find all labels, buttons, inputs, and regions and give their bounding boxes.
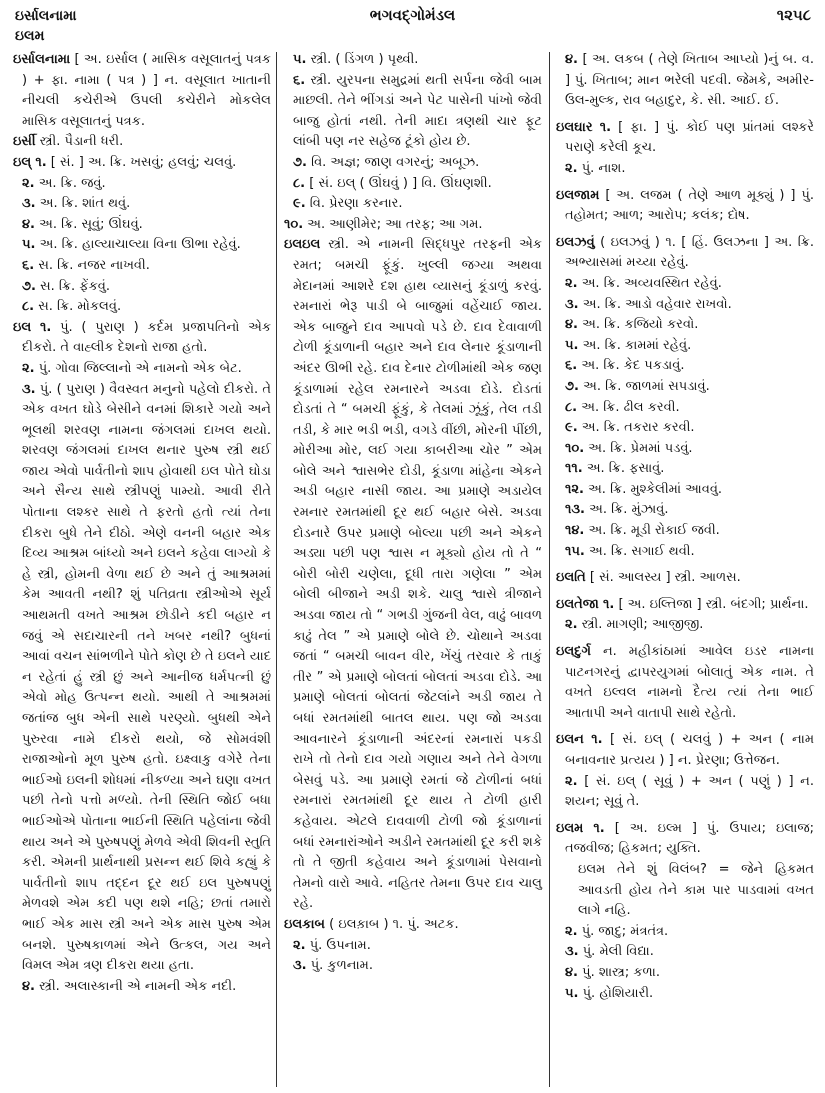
sense-number: ૫. — [565, 985, 579, 1001]
definition-text: અ. ક્રિ. શાંત થવું. — [39, 196, 131, 212]
column-divider — [549, 52, 550, 1087]
sense-item — [556, 315, 814, 336]
sense-item — [556, 984, 814, 1005]
guide-word-first: ઇર્સાલનામા — [15, 8, 77, 24]
definition-text: અ. ક્રિ. ફસાવું. — [586, 461, 665, 477]
guide-word-last: ઇલમ — [15, 28, 45, 44]
sense-number: ૩. — [565, 944, 579, 960]
definition-text: પું. ( પુરાણ ) કર્દમ પ્રજાપતિનો એક દીકરો. તે વાહ્લીક દેશનો રાજા હતો. — [22, 319, 272, 356]
sense-number: ૫. — [565, 337, 579, 353]
definition-text: અ. ક્રિ. સગાઈ થવી. — [589, 543, 695, 559]
headword: ઇલતિ — [556, 570, 586, 586]
definition-text: અ. ક્રિ. તકરાર કરવી. — [581, 420, 695, 436]
definition-text: અ. આણીમેર; આ તરફ; આ ગમ. — [307, 216, 483, 232]
definition-text: પું. શાસ્ત્ર; કળા. — [582, 964, 661, 980]
sense-number: ૧. — [35, 154, 47, 170]
definition-text: સ. ક્રિ. ફેંકવું. — [40, 278, 110, 294]
sense-number: ૬. — [293, 72, 306, 88]
definition-text: પું. ( પુરાણ ) વૈવસ્વત મનુનો પહેલો દીકરો. તે એક વખત ઘોડે બેસીને વનમાં શિકારે ગયો અને ભૂલથી શરવણ નામના જંગલમાં દાખલ થયો. શરવણ જંગલમાં દાખલ થનાર પુરુષ સ્ત્રી થઈ જાય એવો પાર્વતીનો શાપ હોવાથી ઇલ પોતે ઘોડા અને સૈન્ય સાથે સ્ત્રીપણું પામ્યો. આવી રીતે પોતાના લશ્કર સાથે તે ફરતો હતો ત્યાં તેના દીકરા બુધે તેને દીઠો. એણે વનની બહાર એક દિવ્ય આશ્રમ બાંધ્યો અને ઇલને કહેવા લાગ્યો કે હે સ્ત્રી, હોમની વેળા થઈ છે અને તું આશ્રમમાં કેમ આવતી નથી? શું પતિવ્રતા સ્ત્રીઓએ સૂર્ય આથમતી વખતે આશ્રમ છોડીને કદી બહાર ન જવું એ સદાચારની તને ખબર નથી? બુધનાં આવાં વચન સાંભળીને પોતે કોણ છે તે ઇલને યાદ ન રહેતાં હું સ્ત્રી છું અને આનીજ ધર્મપત્ની છું એવો મોહ ઉત્પન્ન થયો. આથી તે આશ્રમમાં જતાંજ બુધ એની સાથે પરણ્યો. બુધથી એને પુરુરવા નામે દીકરો થયો, જે સોમવંશી રાજાઓનો મૂળ પુરુષ હતો. ઇક્ષ્વાકુ વગેરે તેના ભાઈઓ ઇલની શોધમાં નીકળ્યા અને ઘણા વખત પછી તેનો પત્તો મળ્યો. તેની સ્થિતિ જોઈ બધા ભાઈઓએ પોતાના ભાઈની સ્થિતિ પહેલાંના જેવી થાય અને એ પુરુષપણું મેળવે એવી શિવની સ્તુતિ કરી. એમની પ્રાર્થનાથી પ્રસન્ન થઈ શિવે કહ્યું કે પાર્વતીનો શાપ તદ્દન દૂર થઈ ઇલ પુરુષપણું મેળવશે એમ કદી પણ થશે નહિ; છતાં તમારો ભાઈ એક માસ સ્ત્રી અને એક માસ પુરુષ એમ બનશે. પુરુષકાળમાં એને ઉત્કલ, ગય અને વિમલ એમ ત્રણ દીકરા થયા હતા. — [22, 381, 271, 974]
sense-number: ૯. — [293, 196, 306, 212]
definition-text: અ. ક્રિ. કામમાં રહેવું. — [582, 337, 692, 353]
sense-item — [13, 297, 271, 318]
sense-item — [284, 174, 542, 195]
sense-item — [284, 153, 542, 174]
definition-text: અ. ક્રિ. કજિયો કરવો. — [582, 317, 699, 333]
definition-text: સ્ત્રી. યુરપના સમુદ્રમાં થતી સર્પના જેવી બામ માછલી. તેને ભીંગડાં અને પેટ પાસેની પાંખો જેવી બાજુ હોતાં નથી. તેની માદા ત્રણથી ચાર ફૂટ લાંબી પણ નર સહેજ ટૂંકો હોય છે. — [293, 72, 542, 150]
definition-text: સ્ત્રી. પૈડાની ધરી. — [39, 134, 124, 150]
sense-number: ૫. — [293, 52, 307, 67]
dictionary-entry — [13, 132, 271, 153]
definition-text: અ. ક્રિ. આડો વહેવાર રાખવો. — [582, 296, 732, 312]
dictionary-entry — [13, 318, 271, 359]
sense-number: ૪. — [565, 317, 578, 333]
definition-text: ( ઇલક઼ાબ ) ૧. પું. અટક. — [329, 916, 459, 932]
headword: ઇલઇલ — [284, 237, 321, 253]
definition-text: અ. ક્રિ. હાલ્યાચાલ્યા વિના ઊભા રહેવું. — [39, 237, 241, 253]
dictionary-entry — [284, 915, 542, 936]
sense-item — [556, 295, 814, 316]
definition-text: સ. ક્રિ. નજર નાખવી. — [38, 257, 150, 273]
sense-item — [556, 418, 814, 439]
definition-text: ન. મહીકાંઠામાં આવેલ ઇડર નામના પાટનગરનું દ્વાપરયુગમાં બોલાતું એક નામ. તે વખતે ઇલ્વલ નામનો દૈત્ય ત્યાં તેના ભાઈ આતાપી અને વાતાપી સાથે રહેતો. — [565, 644, 815, 721]
page-number: ૧૨૫૮ — [776, 6, 811, 24]
headword: ઇલજામ — [556, 187, 600, 203]
sense-item — [13, 256, 271, 277]
sense-item — [556, 942, 814, 963]
sense-item — [556, 772, 814, 813]
sense-item — [13, 977, 271, 998]
sense-number: ૨. — [565, 773, 578, 789]
definition-text: [ અ. લજમ ( તેણે આળ મૂક્યું ) ] પું. તહોમત; આળ; આરોપ; કલંક; દોષ. — [565, 187, 814, 224]
headword: ઇલન — [556, 732, 584, 748]
dictionary-entry — [13, 153, 271, 174]
definition-text: [ ફા. ] પું. કોઈ પણ પ્રાંતમાં લશ્કરે પરાણે કરેલી કૂચ. — [565, 119, 815, 156]
sense-number: ૧. — [591, 732, 603, 748]
sense-number: ૮. — [293, 175, 306, 191]
column-middle — [284, 50, 542, 1085]
headword: ઇલકાબ — [284, 916, 325, 932]
dictionary-entry — [556, 186, 814, 227]
sense-number: ૧૧. — [565, 461, 583, 477]
definition-text: અ. ક્રિ. ઢીલ કરવી. — [581, 399, 680, 415]
definition-text: [ સં. ઇલ્ ( સૂવું ) + અન ( પણું ) ] ન. શયન; સૂવું તે. — [565, 773, 814, 810]
sense-number: ૬. — [22, 257, 35, 273]
headword: ઇલ — [13, 319, 32, 335]
definition-text: પું. કુળનામ. — [310, 958, 373, 974]
column-divider — [276, 52, 277, 1087]
sense-number: ૩. — [565, 296, 579, 312]
definition-text: પું. ઉપનામ. — [309, 937, 371, 953]
sense-item — [556, 274, 814, 295]
definition-text: [ અ. ઇલ્મ ] પું. ઉપાય; ઇલાજ; તજવીજ; હિકમત; યુક્તિ. — [565, 820, 814, 857]
definition-text: વિ. અજ્ઞ; જાણ વગરનું; અબૂઝ. — [311, 154, 480, 170]
definition-text: પું. ગોવા જિલ્લાનો એ નામનો એક બેટ. — [38, 360, 242, 376]
sense-number: ૨. — [565, 617, 578, 633]
sense-number: ૨. — [293, 937, 306, 953]
definition-text: [ અ. ઇર્સાલ ( માસિક વસૂલાતનું પત્રક ) + ફા. નામા ( પત્ર ) ] ન. વસૂલાત ખાતાની નીચલી કચેરીએ ઉપલી કચેરીને મોકલેલ માસિક વસૂલાતનું પત્રક. — [22, 52, 271, 129]
sense-number: ૧૨. — [565, 481, 584, 497]
sense-item — [13, 359, 271, 380]
sense-number: ૧૦. — [284, 216, 304, 232]
sense-number: ૭. — [565, 378, 579, 394]
dictionary-entry — [556, 642, 814, 724]
sense-number: ૮. — [565, 399, 578, 415]
sense-item — [13, 235, 271, 256]
sense-item — [556, 50, 814, 112]
sense-number: ૧૪. — [565, 523, 585, 539]
sense-number: ૮. — [22, 299, 35, 315]
dictionary-entry — [13, 50, 271, 132]
sense-number: ૭. — [293, 154, 307, 170]
sense-item — [556, 336, 814, 357]
definition-text: અ. ક્રિ. કેદ પકડાવું. — [581, 358, 685, 374]
definition-text: સ્ત્રી. અલાસ્કાની એ નામની એક નદી. — [39, 978, 237, 994]
sense-number: ૩. — [22, 196, 36, 212]
sense-item — [13, 194, 271, 215]
sense-number: ૨. — [565, 275, 578, 291]
sense-item — [13, 277, 271, 298]
sense-item — [556, 521, 814, 542]
definition-text: અ. ક્રિ. જવું. — [38, 175, 106, 191]
sense-item — [284, 194, 542, 215]
sense-number: ૨. — [22, 175, 35, 191]
definition-text: પું. જાદુ; મંત્રતંત્ર. — [581, 923, 669, 939]
dictionary-entry — [556, 730, 814, 771]
definition-text: પું. હોશિયારી. — [582, 985, 654, 1001]
column-right — [556, 50, 814, 1085]
headword: ઇલ્ — [13, 154, 32, 170]
definition-text: અ. ક્રિ. સૂવું; ઊંઘવું. — [39, 216, 143, 232]
definition-text: સ્ત્રી. માગણી; આજીજી. — [581, 617, 704, 633]
headword: ઇલઝવું — [556, 234, 595, 250]
sense-number: ૩. — [22, 381, 36, 397]
definition-text: ઇલમ તેને શું વિલંબ? = જેને હિકમત આવડતી હોય તેને કામ પાર પાડવામાં વખત લાગે નહિ. — [578, 861, 814, 919]
sense-number: ૫. — [22, 237, 36, 253]
sense-number: ૧. — [603, 596, 615, 612]
definition-text: સ. ક્રિ. મોકલવું. — [38, 299, 122, 315]
definition-text: વિ. પ્રેરણા કરનાર. — [309, 196, 403, 212]
sense-item — [556, 377, 814, 398]
definition-text: અ. ક્રિ. પ્રેમમાં પડવું. — [588, 440, 693, 456]
sense-item — [13, 215, 271, 236]
definition-text: પું. નાશ. — [581, 160, 626, 176]
definition-text: [ સં. ઇલ્ ( ચલવું ) + અન ( નામ બનાવનાર પ્રત્યય ) ] ન. પ્રેરણા; ઉત્તેજન. — [565, 732, 815, 768]
definition-text: સ્ત્રી. એ નામની સિદ્ધપુર તરફની એક રમત; બમચી ફૂંકું. ખુલ્લી જગ્યા અથવા મેદાનમાં આશરે દશ હાથ વ્યાસનું કૂંડાળું કરવું. રમનારાં ભેરૂ પાડી બે બાજુમાં વહેંચાઈ જાય. એક બાજુને દાવ આપવો પડે છે. દાવ દેવાવાળી ટોળી કૂંડાળાની બહાર અને દાવ લેનાર કૂંડાળાની અંદર ઊભી રહે. દાવ દેનાર ટોળીમાંથી એક જણ કૂંડાળામાં રહેલ રમનારને અડવા દોડે. દોડતાં દોડતાં તે “ બમચી ફૂંકું, કે તેલમાં ઝૂંકું, તેલ તડી તડી, કે માર ભડી ભડી, વગડે વીંછી, મોરની પીંછી, મોરીઆ મોર, લઈ ગયા કાબરીઆ ચોર ” એમ બોલે અને શ્વાસભેર દોડી, કૂંડાળા માંહેના એકને અડી બહાર નાસી જાય. આ પ્રમાણે અડાયેલ રમનાર રમતમાંથી દૂર થઈ બહાર બેસે. અડવા દોડનારે ઉપર પ્રમાણે બોલ્યા પછી અને એકને અડ્યા પછી પણ શ્વાસ ન મૂક્યો હોય તો તે “ બોરી બોરી ચણેલા, દૂધી તારા ગણેલા ” એમ બોલી બીજાને અડી શકે. ચાલુ શ્વાસે ત્રીજાને અડવા જાય તો “ ગભડી ગુંજની વેલ, વાઢું બાવળ કાઢું તેલ ” એ પ્રમાણે બોલે છે. ચોથાને અડવા જતાં “ બમચી બાવન વીર, ખેંચું તરવાર કે તાકું તીર ” એ પ્રમાણે બોલતાં બોલતાં અડવા દોડે. આ પ્રમાણે બોલતાં બોલતાં જેટલાંને અડી જાય તે બધાં રમતમાંથી બાતલ થાય. પણ જો અડવા આવનારને કૂંડાળાની અંદરનાં રમનારાં પકડી રાખે તો તેનો દાવ ગયો ગણાય અને તેને વેગળા બેસવું પડે. આ પ્રમાણે રમતાં જે ટોળીનાં બધાં રમનારાં રમતમાંથી દૂર થાય તે ટોળી હારી કહેવાય. એટલે દાવવાળી ટોળી જો કૂંડાળાનાં બધાં રમનારાંઓને અડીને રમતમાંથી દૂર કરી શકે તો તે જીતી કહેવાય અને કૂંડાળામાં પેસવાનો તેમનો વારો આવે. નહિતર તેમના ઉપર દાવ ચાલુ રહે. — [293, 237, 542, 912]
sense-item — [556, 922, 814, 943]
headword: ઇર્સી — [13, 134, 36, 150]
sense-item — [556, 963, 814, 984]
definition-text: સ્ત્રી. ( ડિંગળ ) પૃથ્વી. — [310, 52, 419, 67]
definition-text: [ અ. ઇલ્તિજા ] સ્ત્રી. બંદગી; પ્રાર્થના. — [618, 596, 809, 612]
sense-number: ૪. — [22, 978, 35, 994]
book-title: ભગવદ્ગોમંડલ — [369, 6, 456, 24]
sense-number: ૨. — [22, 360, 35, 376]
sense-item — [556, 615, 814, 636]
dictionary-entry — [556, 118, 814, 159]
definition-text: [ સં. ઇલ્ ( ઊંઘવું ) ] વિ. ઊંઘણશી. — [309, 175, 492, 191]
sense-number: ૧. — [593, 820, 605, 836]
headword: ઇલમ — [556, 820, 584, 836]
definition-text: [ અ. લકબ ( તેણે ખિતાબ આપ્યો )નું બ. વ. ] પું. ખિતાબ; માન ભરેલી પદવી. જેમકે, અમીર-ઉલ-મુલ્ક, રાવ બહાદુર, કે. સી. આઈ. ઈ. — [565, 52, 814, 109]
sense-number: ૧. — [39, 319, 52, 335]
sense-item — [556, 480, 814, 501]
definition-text: અ. ક્રિ. અવ્યવસ્થિત રહેવું. — [581, 275, 722, 291]
definition-text: ( ઇલઝવું ) ૧. [ હિં. ઉલઝના ] અ. ક્રિ. અભ્યાસમાં મચ્યા રહેવું. — [565, 234, 814, 271]
sense-item — [284, 71, 542, 153]
sense-number: ૯. — [565, 420, 578, 436]
headword: ઇર્સાલનામા — [13, 52, 71, 67]
definition-text: [ સં. ] અ. ક્રિ. ખસવું; હલવું; ચલવું. — [50, 154, 237, 170]
sense-item — [556, 398, 814, 419]
sense-item — [556, 356, 814, 377]
column-left — [13, 50, 271, 1085]
sense-item — [556, 439, 814, 460]
sense-number: ૧૫. — [565, 543, 585, 559]
sense-number: ૪. — [565, 52, 578, 67]
sense-number: ૨. — [565, 160, 578, 176]
dictionary-entry — [556, 819, 814, 860]
definition-text: પું. મેલી વિદ્યા. — [582, 944, 654, 960]
definition-text: અ. ક્રિ. મૂડી રોકાઈ જવી. — [588, 523, 720, 539]
sense-item — [556, 500, 814, 521]
sense-number: ૭. — [22, 278, 36, 294]
definition-text: અ. ક્રિ. મુંઝાવું. — [589, 502, 669, 518]
sense-number: ૪. — [22, 216, 35, 232]
usage-example — [556, 860, 814, 922]
sense-number: ૬. — [565, 358, 578, 374]
definition-text: [ સં. આલસ્ય ] સ્ત્રી. આળસ. — [589, 570, 741, 586]
definition-text: અ. ક્રિ. જાળમાં સપડાવું. — [583, 378, 710, 394]
definition-text: અ. ક્રિ. મુશ્કેલીમાં આવવું. — [588, 481, 723, 497]
sense-number: ૧. — [599, 119, 612, 135]
sense-item — [284, 936, 542, 957]
sense-number: ૩. — [293, 958, 307, 974]
sense-number: ૨. — [565, 923, 578, 939]
dictionary-entry — [556, 233, 814, 274]
dictionary-entry — [284, 235, 542, 915]
sense-number: ૧૩. — [565, 502, 585, 518]
headword: ઇલઘાર — [556, 119, 593, 135]
sense-item — [284, 50, 542, 71]
sense-item — [13, 380, 271, 977]
sense-number: ૪. — [565, 964, 578, 980]
sense-item — [556, 159, 814, 180]
sense-item — [13, 174, 271, 195]
headword: ઇલદુર્ગ — [556, 644, 591, 660]
dictionary-entry — [556, 568, 814, 589]
headword: ઇલતેજા — [556, 596, 599, 612]
sense-item — [556, 542, 814, 563]
sense-item — [556, 459, 814, 480]
sense-number: ૧૦. — [565, 440, 585, 456]
dictionary-entry — [556, 595, 814, 616]
sense-item — [284, 956, 542, 977]
dictionary-entry — [284, 215, 542, 236]
